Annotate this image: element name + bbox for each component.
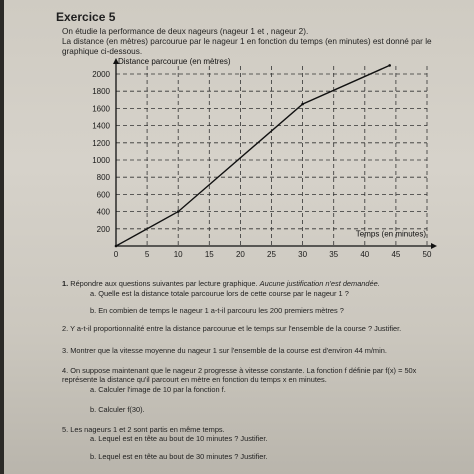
question-5b: b. Lequel est en tête au bout de 30 minutes ? Justifier. [90, 452, 268, 461]
y-tick-label: 1800 [92, 87, 110, 97]
question-5a: a. Lequel est en tête au bout de 10 minutes ? Justifier. [90, 434, 268, 443]
intro-line-2: La distance (en mètres) parcourue par le nageur 1 en fonction du temps (en minutes) est donné par le [62, 37, 432, 46]
intro-line-1: On étudie la performance de deux nageurs (nageur 1 et , nageur 2). [62, 27, 309, 36]
x-tick-label: 15 [204, 250, 214, 259]
x-tick-label: 40 [360, 250, 370, 259]
question-1a: a. Quelle est la distance totale parcourue lors de cette course par le nageur 1 ? [90, 289, 349, 298]
y-tick-label: 800 [96, 173, 110, 183]
y-tick-label: 1000 [92, 156, 110, 165]
x-tick-label: 50 [422, 250, 432, 259]
exercise-title: Exercice 5 [56, 10, 116, 24]
question-1-note: Aucune justification n'est demandée. [259, 279, 380, 288]
question-1-number: 1. [62, 279, 69, 288]
x-tick-label: 35 [329, 250, 339, 259]
y-axis-title: Distance parcourue (en mètres) [118, 57, 231, 66]
question-3: 3. Montrer que la vitesse moyenne du nageur 1 sur l'ensemble de la course est d'environ 44 m/min. [62, 346, 387, 355]
x-tick-label: 25 [267, 250, 276, 259]
distance-time-chart [4, 0, 474, 270]
question-4b: b. Calculer f(30). [90, 405, 145, 414]
x-tick-label: 30 [298, 250, 308, 259]
series-point [177, 210, 180, 213]
y-tick-label: 400 [96, 207, 110, 217]
x-axis-arrow [431, 243, 437, 249]
x-tick-label: 0 [113, 250, 119, 259]
question-2: 2. Y a-t-il proportionnalité entre la distance parcourue et le temps sur l'ensemble de la course ? Justifier. [62, 324, 402, 333]
y-tick-label: 1400 [92, 121, 110, 131]
x-tick-label: 10 [173, 250, 183, 259]
series-point [388, 64, 391, 67]
y-tick-label: 600 [96, 190, 110, 200]
series-point [301, 103, 304, 106]
question-5: 5. Les nageurs 1 et 2 sont partis en même temps. [62, 425, 225, 434]
x-tick-label: 45 [391, 250, 401, 259]
series-point [115, 245, 118, 248]
question-4-line-2: représente la distance qu'il parcourt en mètre en fonction du temps x en minutes. [62, 375, 327, 384]
question-1-text: Répondre aux questions suivantes par lecture graphique. [70, 279, 258, 288]
x-tick-label: 20 [235, 250, 245, 259]
exercise-sheet [4, 0, 474, 474]
y-tick-label: 1200 [92, 138, 110, 148]
question-1 [62, 279, 380, 288]
question-4-line-1: 4. On suppose maintenant que le nageur 2 progresse à vitesse constante. La fonction f définie par f(x) = 50x [62, 366, 417, 375]
question-1b: b. En combien de temps le nageur 1 a-t-il parcouru les 200 premiers mètres ? [90, 306, 344, 315]
y-tick-label: 1600 [92, 104, 110, 114]
y-tick-label: 200 [96, 224, 110, 234]
x-tick-label: 5 [144, 250, 150, 259]
y-tick-label: 2000 [92, 70, 110, 79]
intro-line-3: graphique ci-dessous. [62, 47, 143, 56]
series-line-nageur-1 [116, 65, 390, 246]
x-axis-title: Temps (en minutes) [355, 229, 426, 239]
question-4a: a. Calculer l'image de 10 par la fonction f. [90, 385, 226, 394]
